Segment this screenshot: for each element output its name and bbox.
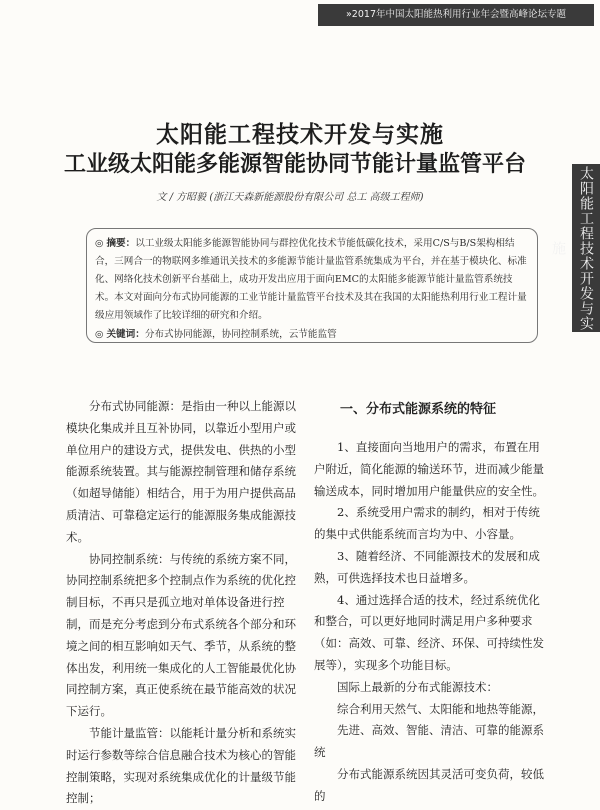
body-paragraph: 1、直接面向当地用户的需求，布置在用户附近，简化能源的输送环节，进而减少能量输送成本，同时增加用户能量供应的安全性。 [314,440,544,498]
circle-bullet-icon: ◎ [95,329,104,340]
body-paragraph: 国际上最新的分布式能源技术： [337,679,498,694]
abstract-box [86,228,538,343]
body-paragraph: 综合利用天然气、太阳能和地热等能源， [337,701,544,716]
author-byline: 文 / 方昭毅 (浙江天森新能源股份有限公司 总工 高级工程师) [156,192,424,203]
article-title-line-1: 太阳能工程技术开发与实施 [156,122,444,148]
body-paragraph: 节能计量监管：以能耗计量分析和系统实时运行参数等综合信息融合技术为核心的智能控制策略，实现对系统集成优化的计量级节能控制； [66,725,296,806]
body-paragraph: 分布式协同能源：是指由一种以上能源以模块化集成并且互补协同，以靠近小型用户或单位用户的建设方式，提供发电、供热的小型能源系统装置。其与能源控制管理和储存系统（如超导储能）相结合，用于为用户提供高品质清洁、可靠稳定运行的能源服务集成能源技术。 [66,399,296,544]
abstract-text: 以工业级太阳能多能源智能协同与群控优化技术节能低碳化技术，采用C/S与B/S架构相结合，三网合一的物联网多维通讯关技术的多能源节能计量监管系统集成为平台，并在基于模块化、标准化、网络化技术创新平台基础上，成功开发出应用于面向EMC的太阳能多能源节能计量监管系统技术。本文对面向分布式协同能源的工业节能计量监管平台技术及其在我国的太阳能热利用行业工程计量级应用领域作了比较详细的研究和介绍。 [95,238,527,321]
body-paragraph: 分布式能源系统因其灵活可变负荷，较低的 [314,766,544,803]
body-paragraph: 先进、高效、智能、清洁、可靠的能源系统 [314,723,544,760]
body-paragraph: 2、系统受用户需求的制约，相对于传统的集中式供能系统而言均为中、小容量。 [314,505,540,542]
article-title-line-2: 工业级太阳能多能源智能协同节能计量监管平台 [63,152,526,177]
body-paragraph: 3、随着经济、不同能源技术的发展和成熟，可供选择技术也日益增多。 [314,548,540,585]
section-heading: 一、分布式能源系统的特征 [340,402,497,417]
body-paragraph: 协同控制系统：与传统的系统方案不同，协同控制系统把多个控制点作为系统的优化控制目标，不再只是孤立地对单体设备进行控制，而是充分考虑到分布式系统各个部分和环境之间的相互影响如天气、季节，从系统的整体出发，利用统一集成化的人工智能最优化协同控制方案，真正使系统在最节能高效的状况下运行。 [66,551,296,719]
left-column [66,396,302,810]
journal-header-bar: »2017年中国太阳能热利用行业年会暨高峰论坛专题 [318,4,594,26]
keywords-text: 分布式协同能源，协同控制系统，云节能监管 [144,329,337,340]
keywords-label: 关键词： [106,329,145,340]
body-paragraph: 4、通过选择合适的技术，经过系统优化和整合，可以更好地同时满足用户多种要求（如：高效、可靠、经济、环保、可持续性发展等），实现多个功能目标。 [314,592,544,672]
section-side-tab: 太阳能工程技术开发与实施 [572,164,600,332]
keywords-paragraph [95,326,529,344]
circle-bullet-icon: ◎ [95,238,104,249]
right-column [314,396,550,808]
abstract-paragraph [95,235,529,325]
abstract-label: 摘要： [106,238,136,249]
